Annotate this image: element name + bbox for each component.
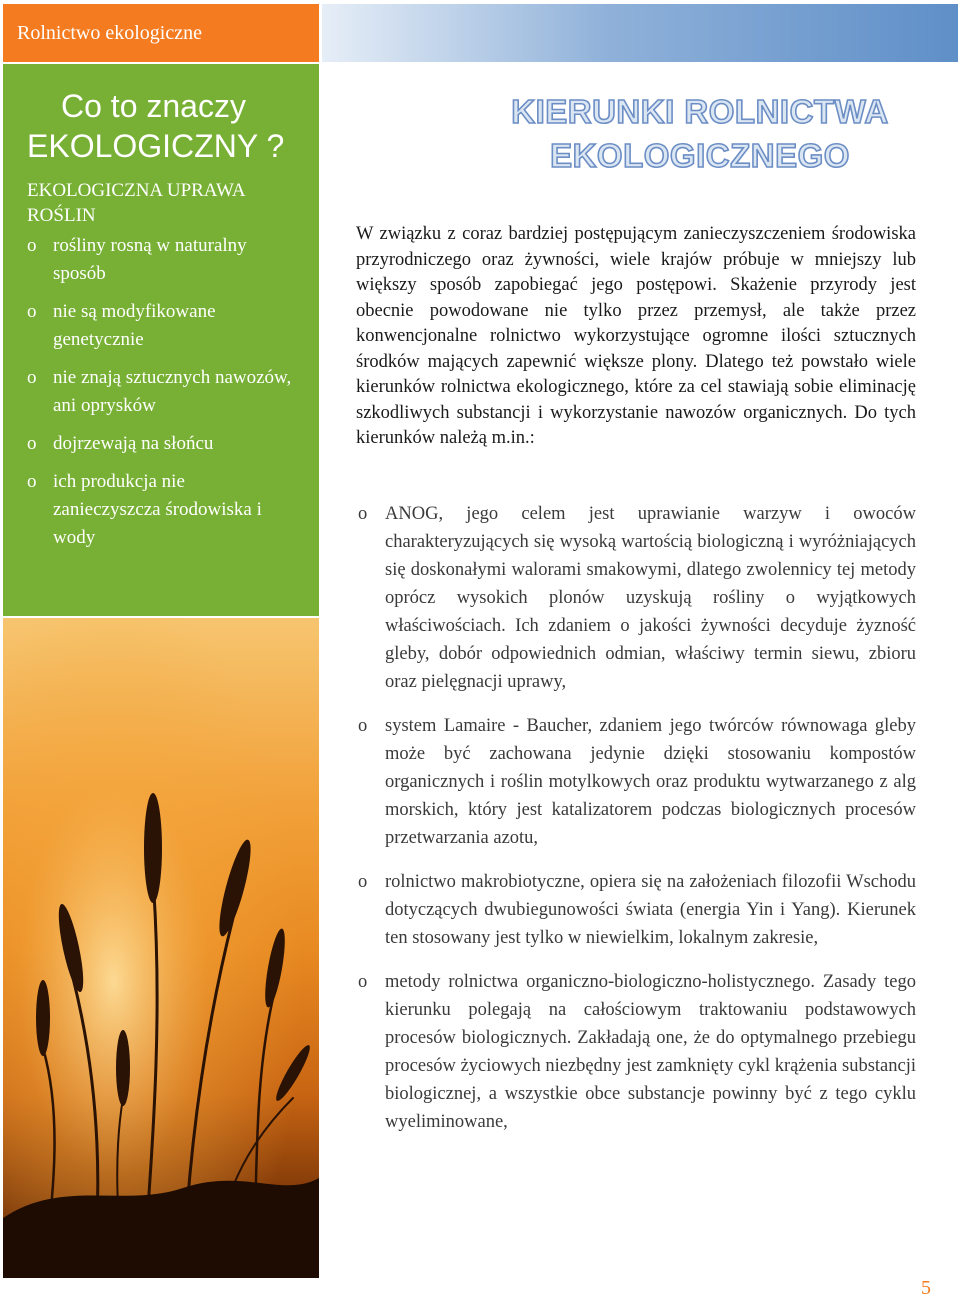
- list-item: [356, 500, 916, 696]
- list-item: [356, 868, 916, 952]
- list-item: [27, 298, 297, 354]
- list-item-text: nie są modyfikowane genetycznie: [53, 301, 216, 350]
- bullet-icon: o: [27, 471, 37, 492]
- bullet-icon: o: [27, 367, 37, 388]
- bullet-icon: o: [358, 972, 368, 992]
- bullet-icon: o: [27, 433, 37, 454]
- list-item-text: ich produkcja nie zanieczyszcza środowiska i wody: [53, 471, 262, 548]
- bullet-icon: o: [358, 872, 368, 892]
- bullet-icon: o: [27, 235, 37, 256]
- list-item: [356, 712, 916, 852]
- intro-paragraph: W związku z coraz bardziej postępującym zanieczyszczeniem środowiska przyrodniczego oraz żywności, wiele krajów próbuje w mniejszy lub większy sposób zapobiegać jego postępowi. Skażenie przyrody jest obecnie powodowane nie tylko przez przemysł, ale także przez konwencjonalne rolnictwo wykorzystujące ogromne ilości sztucznych środków mających zapewnić większe plony. Dlatego też powstało wiele kierunków rolnictwa ekologicznego, które za cel stawiają sobie eliminację szkodliwych substancji i wykorzystanie nawozów organicznych. Do tych kierunków należą m.in.:: [356, 224, 916, 448]
- list-item-text: system Lamaire - Baucher, zdaniem jego twórców równowaga gleby może być zachowana jedynie dzięki stosowaniu kompostów organicznych i roślin motylkowych oraz produktu wytwarzanego z alg morskich, który jest katalizatorem podczas biologicznych procesów przetwarzania azotu,: [385, 716, 916, 848]
- section-tab-label: Rolnictwo ekologiczne: [17, 22, 202, 44]
- page-heading-line2: EKOLOGICZNEGO: [550, 137, 850, 174]
- bullet-icon: o: [27, 301, 37, 322]
- section-tab: [3, 4, 319, 62]
- list-item-text: metody rolnictwa organiczno-biologiczno-holistycznego. Zasady tego kierunku polegają na całościowym traktowaniu podstawowych procesów biologicznych. Zakładają one, że do optymalnego przebiegu procesów życiowych niezbędny jest zamknięty cykl krążenia substancji biologicznej, a wszystkie obce substancje powinny być z tego cyklu wyeliminowane,: [385, 972, 916, 1132]
- list-item-text: rośliny rosną w naturalny sposób: [53, 235, 247, 284]
- grass-sunset-photo: [3, 618, 319, 1278]
- page-number: 5: [921, 1277, 931, 1299]
- sidebar-title-line2: EKOLOGICZNY ?: [27, 128, 285, 164]
- grass-silhouette-image: [3, 618, 319, 1278]
- list-item-text: rolnictwo makrobiotyczne, opiera się na założeniach filozofii Wschodu dotyczących dwubiegunowości świata (energia Yin i Yang). Kierunek ten stosowany jest tylko w niewielkim, lokalnym zakresie,: [385, 872, 916, 948]
- bullet-icon: o: [358, 504, 368, 524]
- sidebar-title: [27, 86, 297, 166]
- list-item: [27, 430, 297, 458]
- sidebar-panel: [3, 64, 319, 616]
- directions-list: [356, 500, 916, 1136]
- page-heading-line1: KIERUNKI ROLNICTWA: [511, 93, 889, 130]
- list-item: [27, 364, 297, 420]
- header-band: [322, 4, 958, 62]
- list-item-text: nie znają sztucznych nawozów, ani oprysków: [53, 367, 292, 416]
- sidebar-list: [27, 232, 297, 552]
- sidebar-subtitle: EKOLOGICZNA UPRAWA ROŚLIN: [27, 180, 245, 226]
- list-item: [356, 968, 916, 1136]
- list-item: [27, 232, 297, 288]
- list-item: [27, 468, 297, 552]
- bullet-icon: o: [358, 716, 368, 736]
- list-item-text: ANOG, jego celem jest uprawianie warzyw i owoców charakteryzujących się wysoką wartością biologiczną i wyróżniających się doskonałymi walorami smakowymi, dlatego zwolennicy tej metody oprócz wysokich plonów uzyskują rośliny o wyjątkowych właściwościach. Ich zdaniem o jakości żywności decyduje żyzność gleby, dobór odpowiednich odmian, właściwy termin siewu, zbioru oraz pielęgnacji uprawy,: [385, 504, 916, 692]
- page-heading: [440, 90, 960, 178]
- sidebar-title-line1: Co to znaczy: [61, 88, 246, 124]
- list-item-text: dojrzewają na słońcu: [53, 433, 214, 454]
